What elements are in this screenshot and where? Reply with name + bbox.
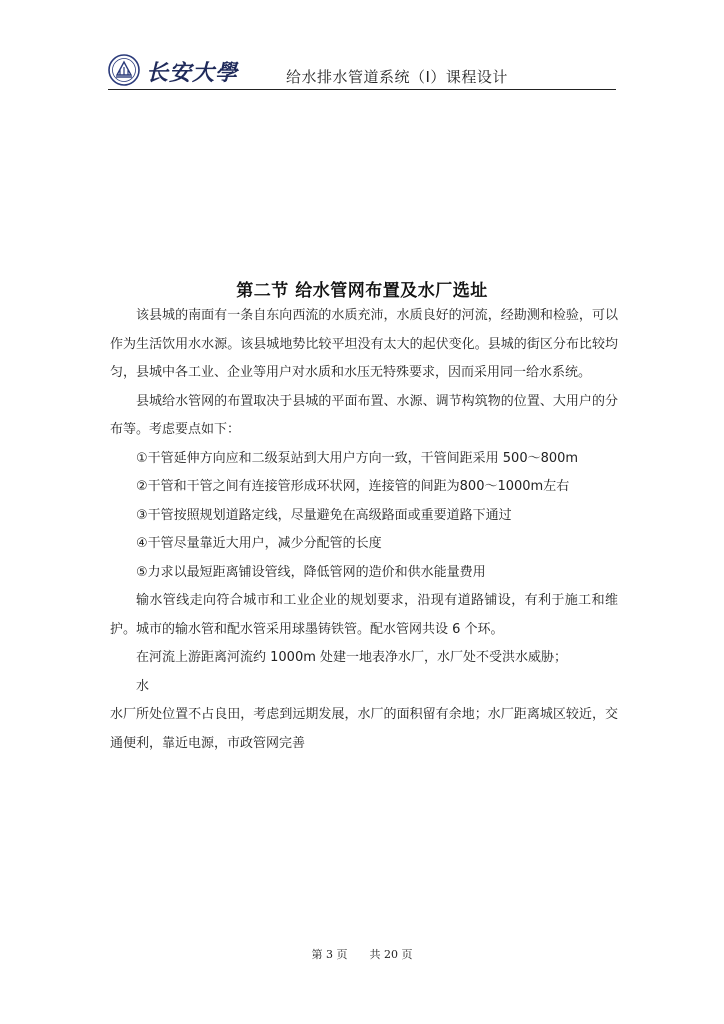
list-item: ②干管和干管之间有连接管形成环状网，连接管的间距为800～1000m左右 bbox=[136, 479, 570, 494]
list-item: ③干管按照规划道路定线，尽量避免在高级路面或重要道路下通过 bbox=[136, 507, 512, 523]
header-divider bbox=[108, 89, 616, 90]
paragraph-network-layout: 县城给水管网的布置取决于县城的平面布置、水源、调节构筑物的位置、大用户的分布等。考虑要点如下： bbox=[110, 393, 618, 437]
paragraph-transmission-main: 输水管线走向符合城市和工业企业的规划要求，沿现有道路铺设，有利于施工和维护。城市的输水管和配水管采用球墨铸铁管。配水管网共设 6 个环。 bbox=[110, 593, 618, 637]
paragraph-plant-location: 在河流上游距离河流约 1000m 处建一地表净水厂，水厂处不受洪水威胁； bbox=[136, 650, 568, 665]
list-item: ④干管尽量靠近大用户，减少分配管的长度 bbox=[136, 536, 382, 551]
page-header bbox=[108, 52, 616, 92]
body-content bbox=[110, 302, 618, 758]
document-header-title: 给水排水管道系统（Ⅰ）课程设计 bbox=[286, 68, 508, 86]
list-item: ⑤力求以最短距离铺设管线，降低管网的造价和供水能量费用 bbox=[136, 564, 486, 580]
total-pages: 共 20 页 bbox=[369, 948, 413, 961]
paragraph-fragment: 水 bbox=[136, 678, 150, 694]
paragraph-plant-conditions: 水厂所处位置不占良田，考虑到远期发展，水厂的面积留有余地；水厂距离城区较近，交通便利，靠近电源，市政管网完善 bbox=[110, 707, 618, 751]
section-heading: 第二节 给水管网布置及水厂选址 bbox=[236, 281, 488, 301]
university-logo-text: 长安大學 bbox=[146, 60, 239, 86]
list-item: ①干管延伸方向应和二级泵站到大用户方向一致，干管间距采用 500～800m bbox=[136, 450, 579, 466]
university-seal-icon bbox=[108, 54, 140, 86]
page-number: 第 3 页 bbox=[311, 948, 348, 961]
page-footer bbox=[0, 946, 724, 962]
paragraph-water-source: 该县城的南面有一条自东向西流的水质充沛，水质良好的河流，经勘测和检验，可以作为生活饮用水水源。该县城地势比较平坦没有太大的起伏变化。县城的街区分布比较均匀，县城中各工业、企业等用户对水质和水压无特殊要求，因而采用同一给水系统。 bbox=[110, 308, 618, 380]
